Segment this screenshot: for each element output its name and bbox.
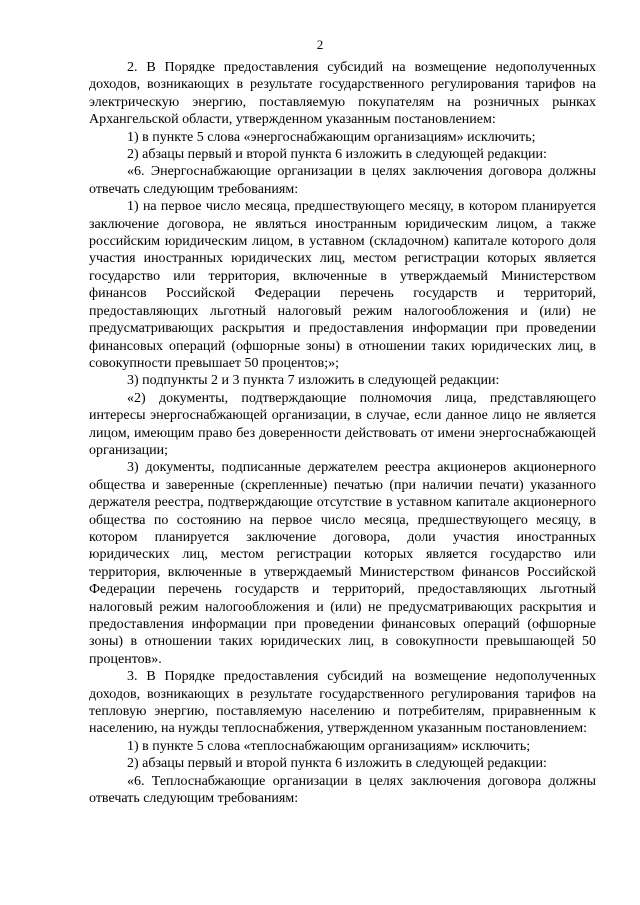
paragraph-document-2: «2) документы, подтверждающие полномочия лица, представляющего интересы энергоснабжающей организации, в случае, если данное лицо не является лицом, имеющим право без доверенности действовать от имени энергоснабжающей организации;: [89, 390, 596, 458]
paragraph-quote-6: «6. Энергоснабжающие организации в целях заключения договора должны отвечать следующим требованиям:: [89, 164, 596, 197]
paragraph-item-3: 3. В Порядке предоставления субсидий на возмещение недополученных доходов, возникающих в результате государственного регулирования тарифов на тепловую энергию, поставляемую населению и потребителям, приравненным к населению, на нужды теплоснабжения, утвержденном указанным постановлением:: [89, 669, 596, 737]
paragraph-item-2: 2. В Порядке предоставления субсидий на возмещение недополученных доходов, возникающих в результате государственного регулирования тарифов на электрическую энергию, поставляемую покупателям на розничных рынках Архангельской области, утвержденном указанным постановлением:: [89, 60, 596, 128]
page-number: 2: [316, 37, 324, 52]
paragraph-subitem-2: 2) абзацы первый и второй пункта 6 изложить в следующей редакции:: [127, 147, 547, 163]
paragraph-quote-6-heat: «6. Теплоснабжающие организации в целях заключения договора должны отвечать следующим требованиям:: [89, 773, 596, 807]
paragraph-subitem-2-heat: 2) абзацы первый и второй пункта 6 изложить в следующей редакции:: [127, 756, 547, 772]
paragraph-subitem-3: 3) подпункты 2 и 3 пункта 7 изложить в следующей редакции:: [127, 373, 500, 389]
paragraph-subitem-1-heat: 1) в пункте 5 слова «теплоснабжающим организациям» исключить;: [127, 738, 531, 754]
paragraph-document-3: 3) документы, подписанные держателем реестра акционеров акционерного общества и заверенные (скрепленные) печатью (при наличии печати) указанного держателя реестра, подтверждающие отсутствие в уставном капитале акционерного общества по состоянию на первое число месяца, предшествующего месяцу, в котором планируется заключение договора, доли участия иностранных юридических лиц, местом регистрации которых является государство или территория, включенные в утверждаемый Министерством финансов Российской Федерации перечень государств и территорий, предоставляющих льготный налоговый режим налогообложения и (или) не предусматривающих раскрытия и предоставления информации при проведении финансовых операций (офшорные зоны) в отношении таких юридических лиц, в совокупности превышающей 50 процентов».: [89, 460, 596, 667]
paragraph-subitem-1: 1) в пункте 5 слова «энергоснабжающим организациям» исключить;: [127, 129, 536, 145]
document-body: [89, 59, 596, 807]
paragraph-requirement-1: 1) на первое число месяца, предшествующего месяцу, в котором планируется заключение договора, не являться иностранным юридическим лицом, а также российским юридическим лицом, в уставном (складочном) капитале которого доля участия иностранных юридических лиц, местом регистрации которых является государство или территория, включенные в утверждаемый Министерством финансов Российской Федерации перечень государств и территорий, предоставляющих льготный налоговый режим налогообложения и (или) не предусматривающих раскрытия и предоставления информации при проведении финансовых операций (офшорные зоны) в отношении таких юридических лиц, в совокупности превышает 50 процентов;»;: [89, 199, 596, 371]
